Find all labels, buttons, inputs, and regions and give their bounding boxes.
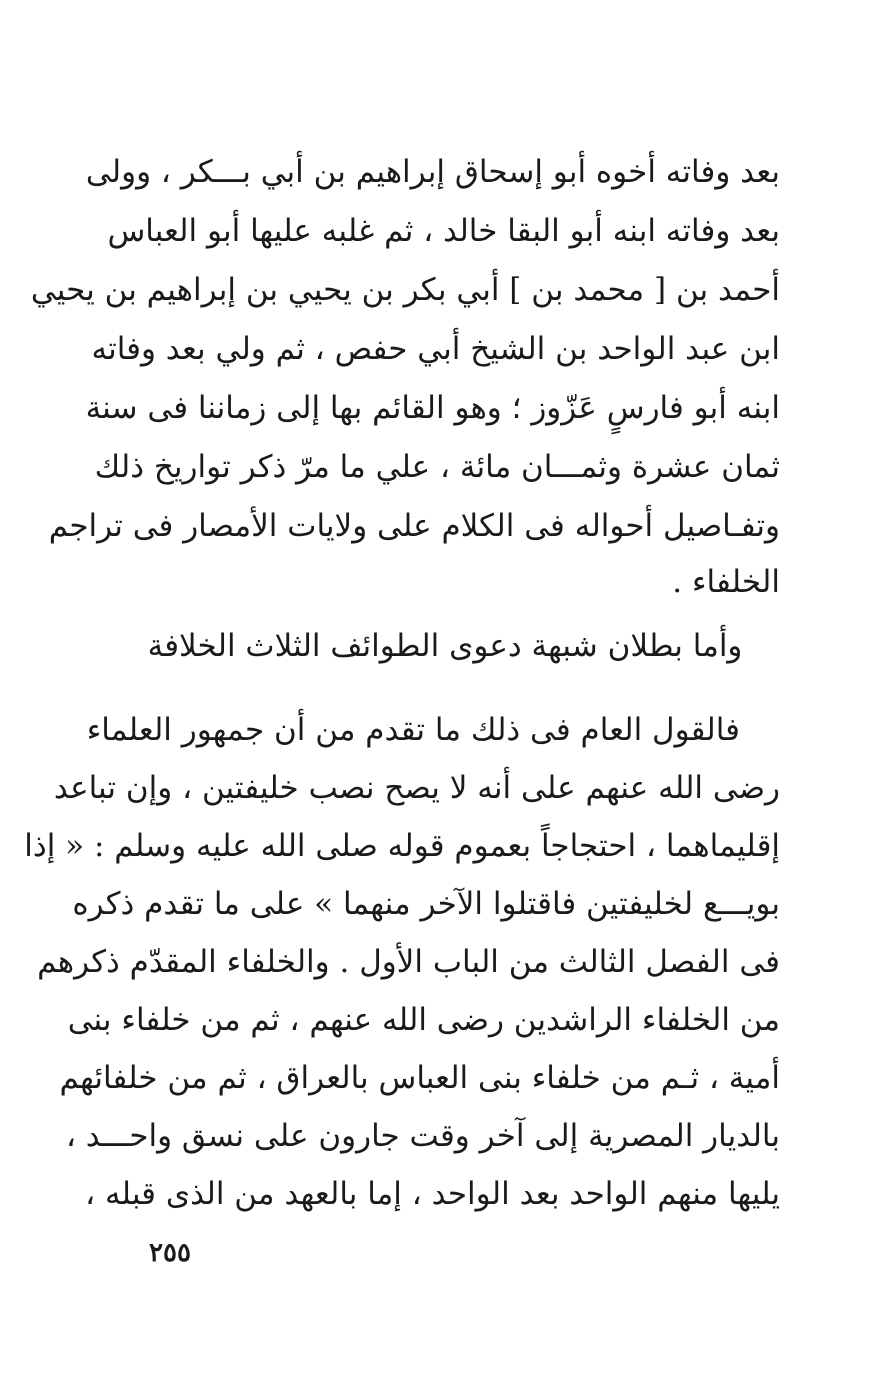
text-line: إقليماهما ، احتجاجاً بعموم قوله صلى الله عليه وسلم : « إذا [24, 828, 780, 864]
text-line: رضى الله عنهم على أنه لا يصح نصب خليفتين ، وإن تباعد [53, 770, 780, 806]
text-line: بويـــع لخليفتين فاقتلوا الآخر منهما » على ما تقدم ذكره [72, 886, 780, 922]
page-number: ٢٥٥ [149, 1238, 191, 1268]
text-line: الخلفاء . [672, 564, 780, 600]
text-line: ابنه أبو فارسٍ عَزّوز ؛ وهو القائم بها إلى زماننا فى سنة [85, 390, 780, 426]
text-line: ثمان عشرة وثمـــان مائة ، علي ما مرّ ذكر تواريخ ذلك [94, 449, 780, 485]
section-heading: وأما بطلان شبهة دعوى الطوائف الثلاث الخلافة [147, 628, 743, 664]
text-line: بالديار المصرية إلى آخر وقت جارون على نسق واحـــد ، [65, 1118, 780, 1154]
text-line: من الخلفاء الراشدين رضى الله عنهم ، ثم من خلفاء بنى [67, 1002, 780, 1038]
text-line: بعد وفاته ابنه أبو البقا خالد ، ثم غلبه عليها أبو العباس [107, 213, 780, 249]
text-line: وتفـاصيل أحواله فى الكلام على ولايات الأمصار فى تراجم [48, 508, 780, 544]
text-line: ابن عبد الواحد بن الشيخ أبي حفص ، ثم ولي بعد وفاته [91, 331, 780, 367]
text-line [86, 710, 780, 750]
text-line: أمية ، ثـم من خلفاء بنى العباس بالعراق ، ثم من خلفائهم [59, 1060, 780, 1096]
text-line: يليها منهم الواحد بعد الواحد ، إما بالعهد من الذى قبله ، [85, 1176, 780, 1212]
text-line: أحمد بن [ محمد بن ] أبي بكر بن يحيي بن إبراهيم بن يحيي [30, 272, 780, 308]
text-line: فى الفصل الثالث من الباب الأول . والخلفاء المقدّم ذكرهم [37, 944, 780, 980]
paragraph-first-line: فالقول العام فى ذلك ما تقدم من أن جمهور العلماء [86, 712, 740, 748]
text-line: بعد وفاته أخوه أبو إسحاق إبراهيم بن أبي بـــكر ، وولى [85, 154, 780, 190]
